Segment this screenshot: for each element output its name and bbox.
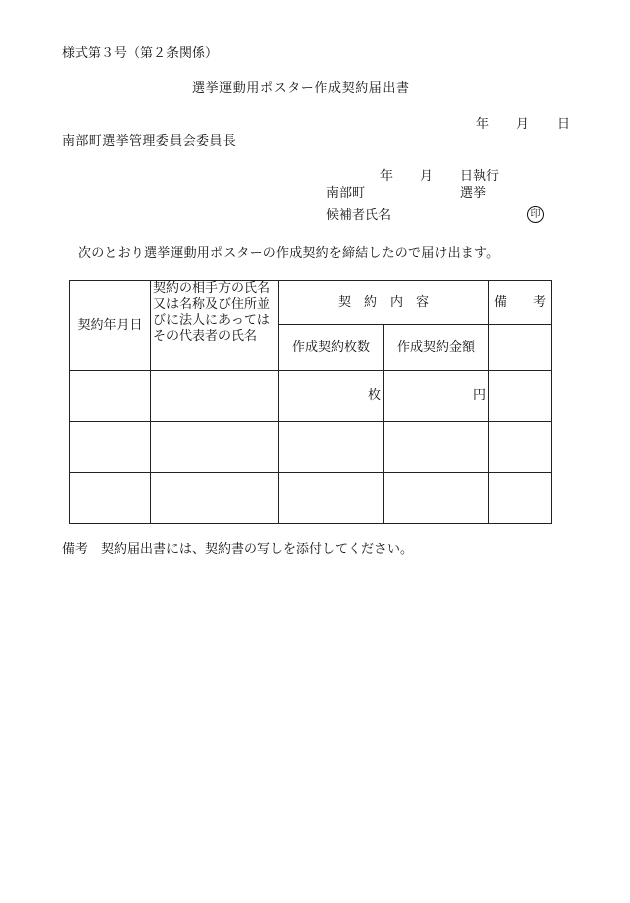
header-party-line: その代表者の氏名	[153, 329, 258, 344]
remark-note: 備考 契約届出書には、契約書の写しを添付してください。	[62, 542, 414, 557]
election-date-day: 日執行	[460, 169, 500, 184]
form-number: 様式第３号（第２条関係）	[62, 46, 219, 61]
header-party-line: 又は名称及び住所並	[153, 297, 271, 312]
table-row	[70, 473, 552, 524]
header-contract-count: 作成契約枚数	[279, 325, 384, 371]
party-cell[interactable]	[151, 473, 279, 524]
contract-table	[69, 280, 552, 524]
count-cell[interactable]	[279, 422, 384, 473]
candidate-name-label: 候補者氏名	[326, 208, 392, 223]
header-contract-party	[151, 281, 279, 371]
statement-text: 次のとおり選挙運動用ポスターの作成契約を締結したので届け出ます。	[78, 246, 500, 261]
header-contract-date: 契約年月日	[70, 281, 151, 371]
notes-cell[interactable]	[489, 422, 552, 473]
date-cell[interactable]	[70, 473, 151, 524]
amount-cell[interactable]	[384, 473, 489, 524]
submission-date-year: 年	[476, 117, 490, 132]
seal-icon: 印	[527, 206, 544, 223]
submission-date-month: 月	[516, 117, 530, 132]
party-cell[interactable]	[151, 422, 279, 473]
election-date-month: 月	[420, 169, 434, 184]
amount-cell[interactable]: 円	[384, 371, 489, 422]
header-contract-amount: 作成契約金額	[384, 325, 489, 371]
party-cell[interactable]	[151, 371, 279, 422]
header-party-line: びに法人にあっては	[153, 313, 270, 328]
notes-cell[interactable]	[489, 473, 552, 524]
table-row	[70, 422, 552, 473]
notes-header-blank	[489, 325, 552, 371]
date-cell[interactable]	[70, 422, 151, 473]
town-label: 南部町	[326, 186, 366, 201]
header-contract-content: 契 約 内 容	[279, 281, 489, 325]
count-cell[interactable]: 枚	[279, 371, 384, 422]
election-label: 選挙	[460, 186, 487, 201]
table-row	[70, 371, 552, 422]
addressee: 南部町選挙管理委員会委員長	[62, 134, 237, 149]
election-date-year: 年	[380, 169, 394, 184]
notes-cell[interactable]	[489, 371, 552, 422]
header-notes: 備 考	[489, 281, 552, 325]
submission-date-day: 日	[557, 117, 571, 132]
count-cell[interactable]	[279, 473, 384, 524]
header-party-line: 契約の相手方の氏名	[153, 281, 271, 296]
amount-cell[interactable]	[384, 422, 489, 473]
date-cell[interactable]	[70, 371, 151, 422]
document-title: 選挙運動用ポスター作成契約届出書	[192, 81, 410, 96]
